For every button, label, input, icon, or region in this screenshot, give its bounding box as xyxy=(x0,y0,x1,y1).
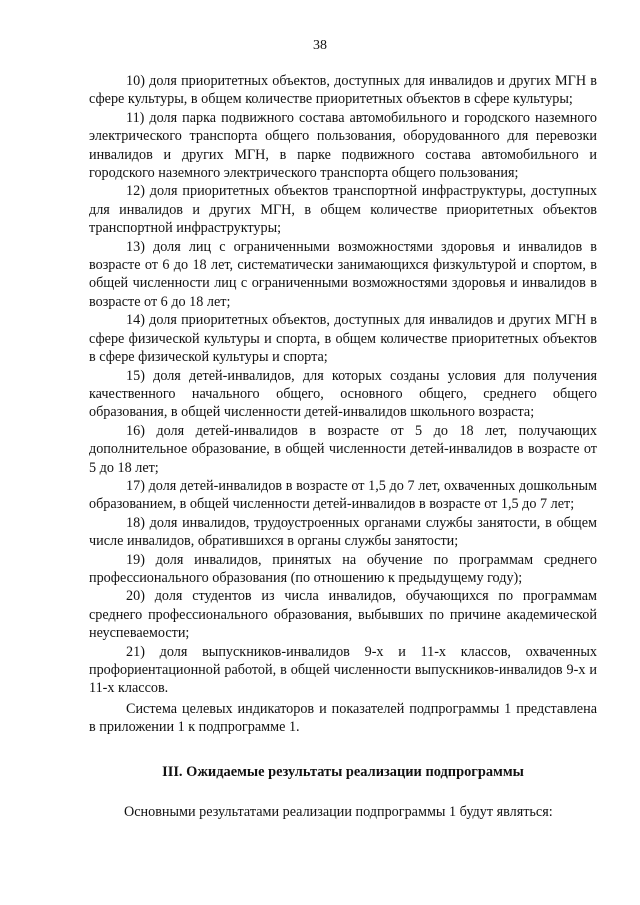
indicator-item: 16) доля детей-инвалидов в возрасте от 5 до 18 лет, получающих дополнительное образование, в общей численности детей-инвалидов в возрасте от 5 до 18 лет; xyxy=(89,422,597,476)
indicator-item: 15) доля детей-инвалидов, для которых созданы условия для получения качественного начального общего, основного общего, среднего общего образования, в общей численности детей-инвалидов школьного возраста; xyxy=(89,367,597,421)
page-number: 38 xyxy=(313,38,327,53)
results-intro: Основными результатами реализации подпрограммы 1 будут являться: xyxy=(124,804,553,821)
indicator-item: 12) доля приоритетных объектов транспортной инфраструктуры, доступных для инвалидов и других МГН, в общем количестве приоритетных объектов транспортной инфраструктуры; xyxy=(89,183,597,237)
document-body xyxy=(89,72,597,821)
indicator-item: 10) доля приоритетных объектов, доступных для инвалидов и других МГН в сфере культуры, в общем количестве приоритетных объектов в сфере культуры; xyxy=(89,73,597,108)
indicator-item: 21) доля выпускников-инвалидов 9-х и 11-х классов, охваченных профориентационной работой, в общей численности выпускников-инвалидов 9-х и 11-х классов. xyxy=(89,643,597,697)
indicator-item: 18) доля инвалидов, трудоустроенных органами службы занятости, в общем числе инвалидов, обратившихся в органы службы занятости; xyxy=(89,514,597,550)
indicator-item: 17) доля детей-инвалидов в возрасте от 1,5 до 7 лет, охваченных дошкольным образованием, в общей численности детей-инвалидов в возрасте от 1,5 до 7 лет; xyxy=(89,477,597,513)
indicator-item: 20) доля студентов из числа инвалидов, обучающихся по программам среднего профессионального образования, выбывших по причине академической неуспеваемости; xyxy=(89,588,597,642)
indicator-item: 14) доля приоритетных объектов, доступных для инвалидов и других МГН в сфере физической культуры и спорта, в общем количестве приоритетных объектов в сфере физической культуры и спорта; xyxy=(89,312,597,366)
indicator-item: 19) доля инвалидов, принятых на обучение по программам среднего профессионального образования (по отношению к предыдущему году); xyxy=(89,551,597,586)
indicator-item: 11) доля парка подвижного состава автомобильного и городского наземного электрического транспорта общего пользования, оборудованного для перевозки инвалидов и других МГН, в парке подвижного состава автомобильного и городского наземного электрического транспорта общего пользования; xyxy=(89,109,597,182)
section-heading: III. Ожидаемые результаты реализации подпрограммы xyxy=(162,763,524,780)
indicators-summary: Система целевых индикаторов и показателей подпрограммы 1 представлена в приложении 1 к подпрограмме 1. xyxy=(89,700,597,736)
indicator-item: 13) доля лиц с ограниченными возможностями здоровья и инвалидов в возрасте от 6 до 18 лет, систематически занимающихся физкультурой и спортом, в общей численности лиц с ограниченными возможностями здоровья и инвалидов в возрасте от 6 до 18 лет; xyxy=(89,238,597,310)
